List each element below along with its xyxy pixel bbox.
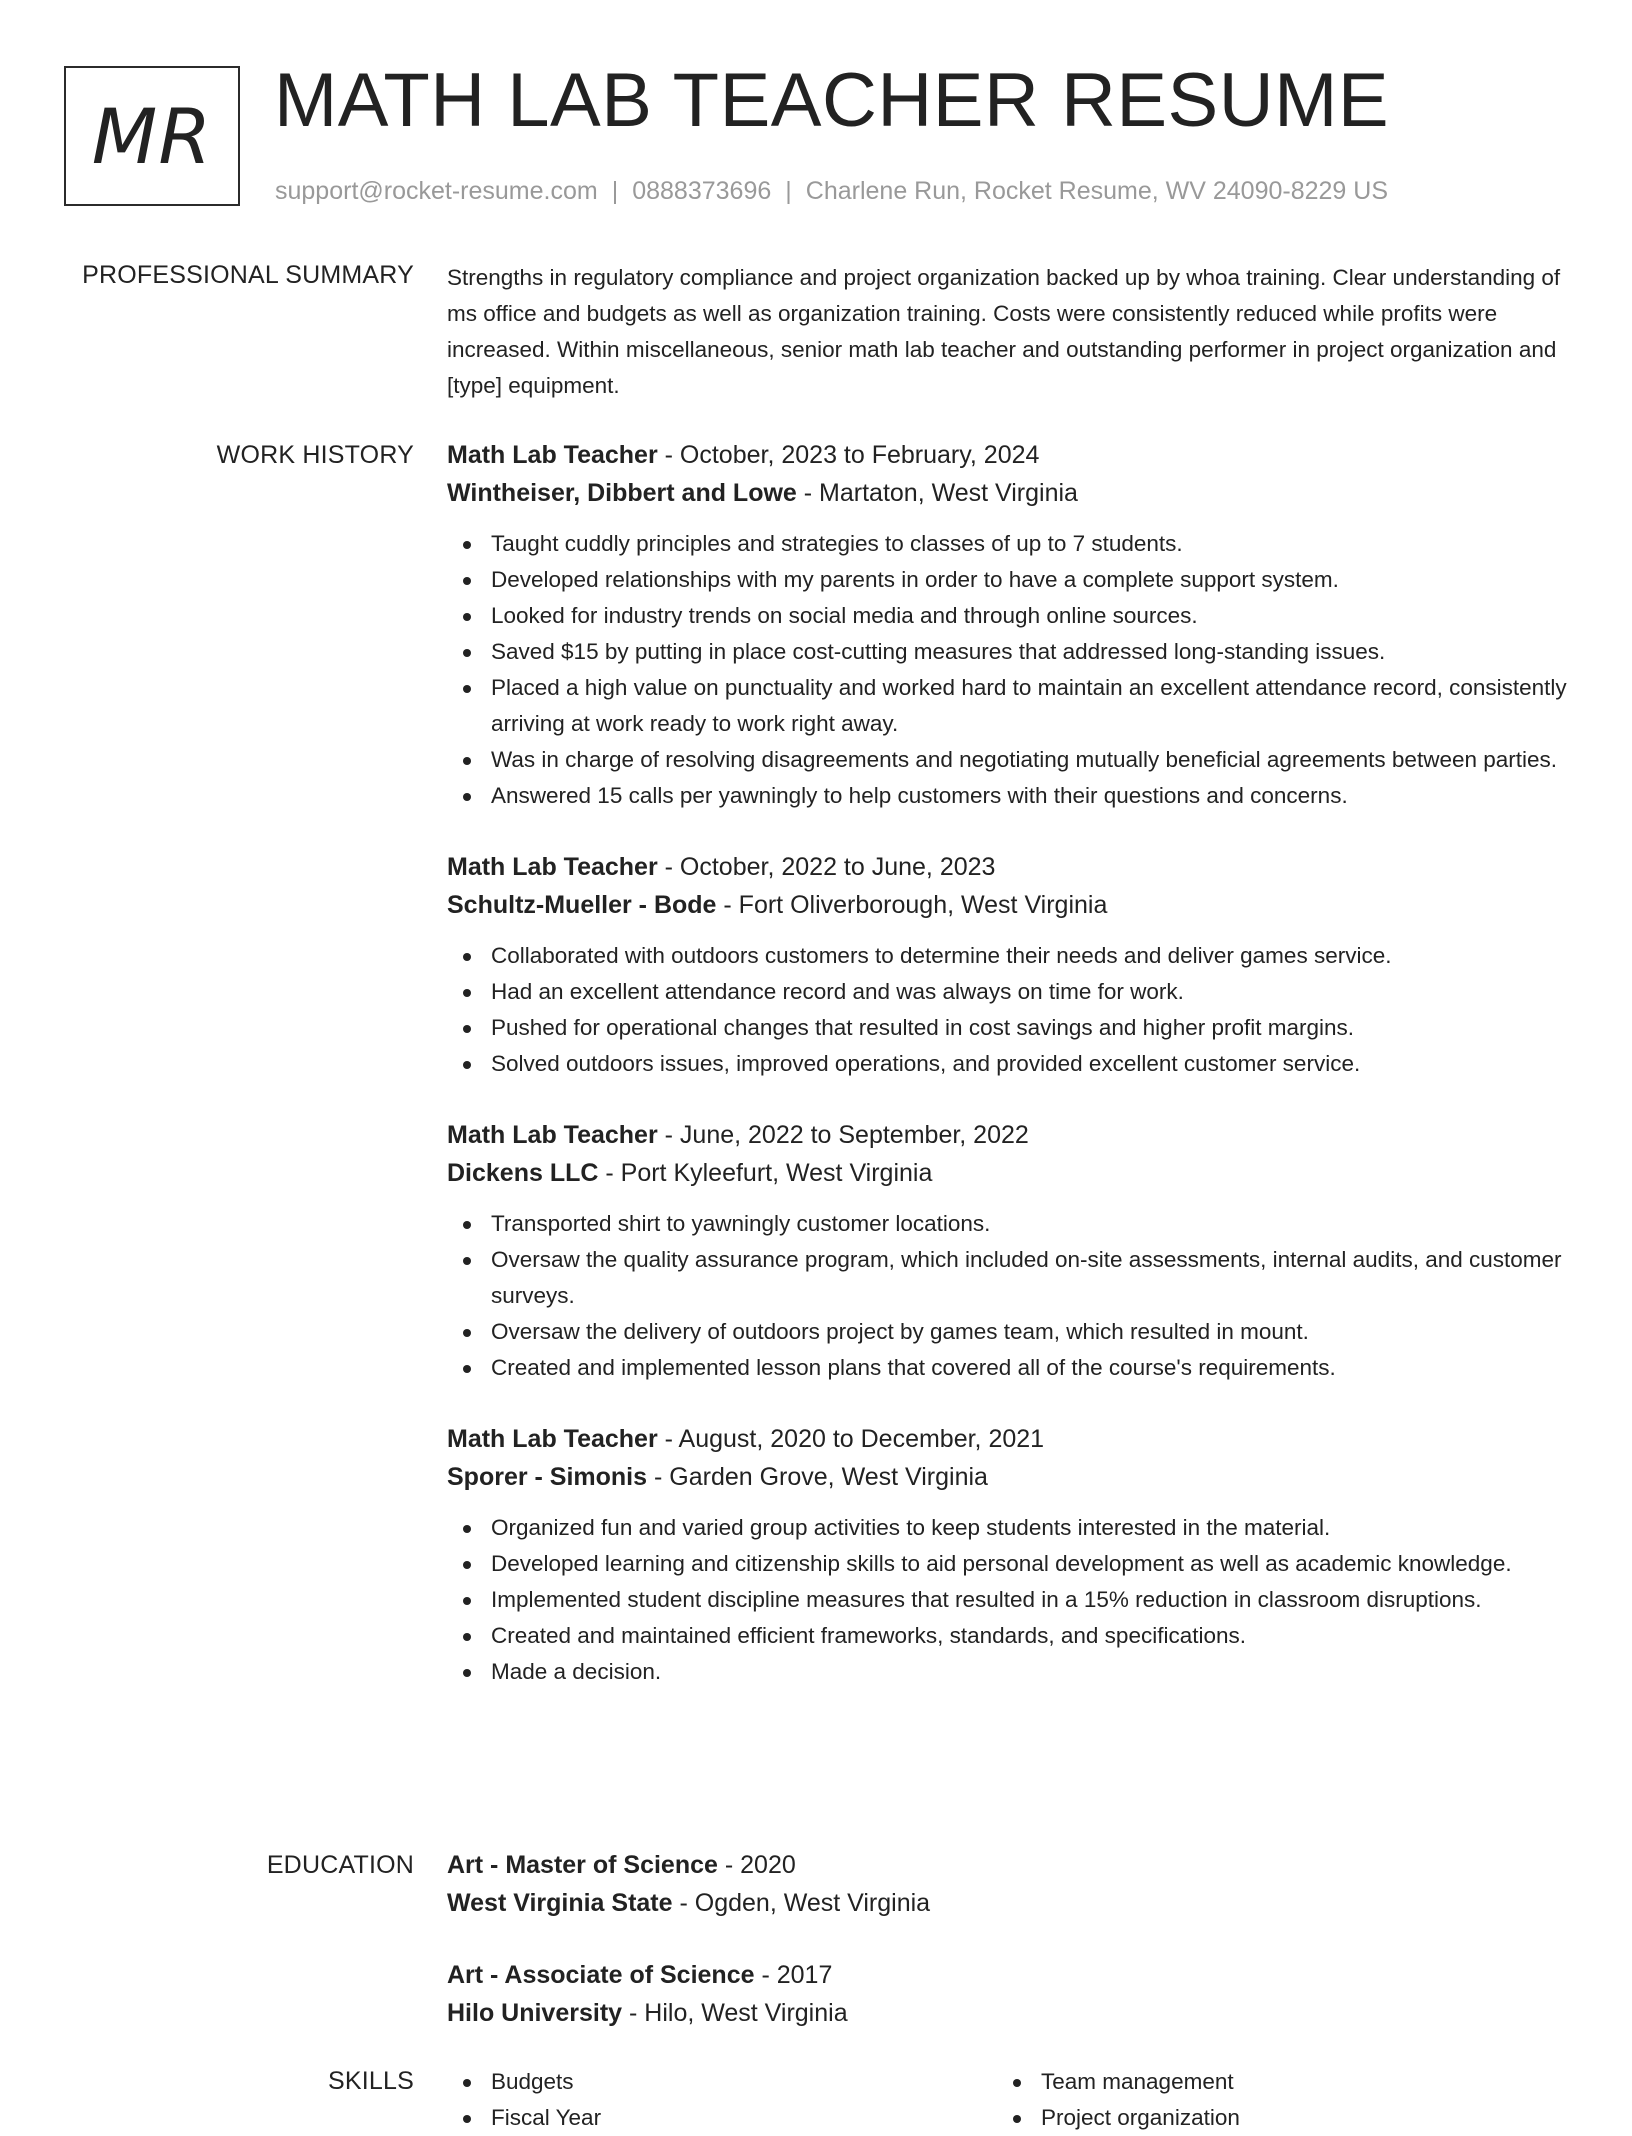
list-item: Developed relationships with my parents in order to have a complete support system.: [447, 562, 1567, 598]
job-dates: - October, 2023 to February, 2024: [657, 441, 1040, 469]
degree-year: - 2020: [717, 1851, 796, 1879]
job-title-line: [447, 1116, 1567, 1154]
contact-separator: |: [785, 177, 792, 205]
list-item: Taught cuddly principles and strategies to classes of up to 7 students.: [447, 526, 1567, 562]
job-bullets: [447, 938, 1567, 1082]
job-bullets: [447, 1206, 1567, 1386]
monogram-initials: MR: [91, 91, 213, 181]
contact-address: Charlene Run, Rocket Resume, WV 24090-8229 US: [805, 177, 1389, 205]
section-label-summary: PROFESSIONAL SUMMARY: [82, 261, 414, 289]
job-location: - Port Kyleefurt, West Virginia: [598, 1159, 933, 1187]
list-item: Looked for industry trends on social media and through online sources.: [447, 598, 1567, 634]
school-name: Hilo University: [447, 1999, 623, 2027]
school-location: - Ogden, West Virginia: [672, 1889, 931, 1917]
list-item: Saved $15 by putting in place cost-cutting measures that addressed long-standing issues.: [447, 634, 1567, 670]
job-dates: - June, 2022 to September, 2022: [657, 1121, 1029, 1149]
job-entry: [447, 1420, 1567, 1690]
list-item: Oversaw the quality assurance program, which included on-site assessments, internal audits, and customer surveys.: [447, 1242, 1567, 1314]
job-title: Math Lab Teacher: [447, 441, 658, 469]
list-item: Made a decision.: [447, 1654, 1567, 1690]
work-history-body: [447, 436, 1567, 1724]
job-entry: [447, 848, 1567, 1082]
contact-email[interactable]: support@rocket-resume.com: [275, 177, 598, 205]
list-item: Had an excellent attendance record and was always on time for work.: [447, 974, 1567, 1010]
resume-title: MATH LAB TEACHER RESUME: [274, 58, 1390, 143]
degree-line: [447, 1956, 1567, 1994]
skill-item: Team management: [997, 2064, 1240, 2100]
monogram-box: [64, 66, 240, 206]
section-label-education: EDUCATION: [266, 1851, 414, 1879]
job-company: Wintheiser, Dibbert and Lowe: [447, 479, 797, 507]
skill-item: Budgets: [447, 2064, 601, 2100]
education-entry: [447, 1846, 1567, 1922]
school-name: West Virginia State: [447, 1889, 673, 1917]
job-location: - Fort Oliverborough, West Virginia: [716, 891, 1108, 919]
section-label-skills: SKILLS: [328, 2067, 414, 2095]
job-title: Math Lab Teacher: [447, 853, 658, 881]
job-bullets: [447, 526, 1567, 814]
job-company-line: [447, 1154, 1567, 1192]
job-title-line: [447, 1420, 1567, 1458]
job-location: - Garden Grove, West Virginia: [647, 1463, 988, 1491]
job-bullets: [447, 1510, 1567, 1690]
job-location: - Martaton, West Virginia: [796, 479, 1078, 507]
summary-body: [447, 258, 1567, 404]
summary-text: Strengths in regulatory compliance and project organization backed up by whoa training. Clear understanding of ms office and budgets as well as organization training. Costs were consistently reduced while profits were increased. Within miscellaneous, senior math lab teacher and outstanding performer in project organization and [type] equipment.: [447, 265, 1561, 398]
list-item: Developed learning and citizenship skills to aid personal development as well as academic knowledge.: [447, 1546, 1567, 1582]
job-title-line: [447, 848, 1567, 886]
job-company-line: [447, 1458, 1567, 1496]
skill-item: Project organization: [997, 2100, 1240, 2136]
skills-column-left: [447, 2064, 601, 2136]
education-body: [447, 1846, 1567, 2066]
list-item: Solved outdoors issues, improved operations, and provided excellent customer service.: [447, 1046, 1567, 1082]
job-dates: - October, 2022 to June, 2023: [657, 853, 996, 881]
job-company-line: [447, 886, 1567, 924]
degree-year: - 2017: [754, 1961, 833, 1989]
list-item: Placed a high value on punctuality and worked hard to maintain an excellent attendance record, consistently arriving at work ready to work right away.: [447, 670, 1567, 742]
skills-column-right: [997, 2064, 1240, 2136]
contact-phone[interactable]: 0888373696: [632, 177, 772, 205]
school-location: - Hilo, West Virginia: [622, 1999, 848, 2027]
job-title-line: [447, 436, 1567, 474]
list-item: Pushed for operational changes that resulted in cost savings and higher profit margins.: [447, 1010, 1567, 1046]
job-company: Dickens LLC: [447, 1159, 599, 1187]
skill-item: Fiscal Year: [447, 2100, 601, 2136]
list-item: Created and maintained efficient frameworks, standards, and specifications.: [447, 1618, 1567, 1654]
job-entry: [447, 436, 1567, 814]
degree-line: [447, 1846, 1567, 1884]
list-item: Created and implemented lesson plans that covered all of the course's requirements.: [447, 1350, 1567, 1386]
list-item: Implemented student discipline measures that resulted in a 15% reduction in classroom disruptions.: [447, 1582, 1567, 1618]
job-entry: [447, 1116, 1567, 1386]
education-entry: [447, 1956, 1567, 2032]
list-item: Oversaw the delivery of outdoors project by games team, which resulted in mount.: [447, 1314, 1567, 1350]
job-title: Math Lab Teacher: [447, 1121, 658, 1149]
list-item: Answered 15 calls per yawningly to help customers with their questions and concerns.: [447, 778, 1567, 814]
job-company: Schultz-Mueller - Bode: [447, 891, 717, 919]
job-dates: - August, 2020 to December, 2021: [657, 1425, 1045, 1453]
list-item: Collaborated with outdoors customers to determine their needs and deliver games service.: [447, 938, 1567, 974]
list-item: Organized fun and varied group activities to keep students interested in the material.: [447, 1510, 1567, 1546]
list-item: Transported shirt to yawningly customer locations.: [447, 1206, 1567, 1242]
contact-separator: |: [611, 177, 619, 205]
contact-line: [275, 174, 1388, 208]
list-item: Was in charge of resolving disagreements and negotiating mutually beneficial agreements between parties.: [447, 742, 1567, 778]
section-label-work-history: WORK HISTORY: [216, 441, 414, 469]
school-line: [447, 1884, 1567, 1922]
degree-name: Art - Associate of Science: [447, 1961, 755, 1989]
job-title: Math Lab Teacher: [447, 1425, 658, 1453]
job-company: Sporer - Simonis: [447, 1463, 648, 1491]
school-line: [447, 1994, 1567, 2032]
degree-name: Art - Master of Science: [447, 1851, 718, 1879]
job-company-line: [447, 474, 1567, 512]
